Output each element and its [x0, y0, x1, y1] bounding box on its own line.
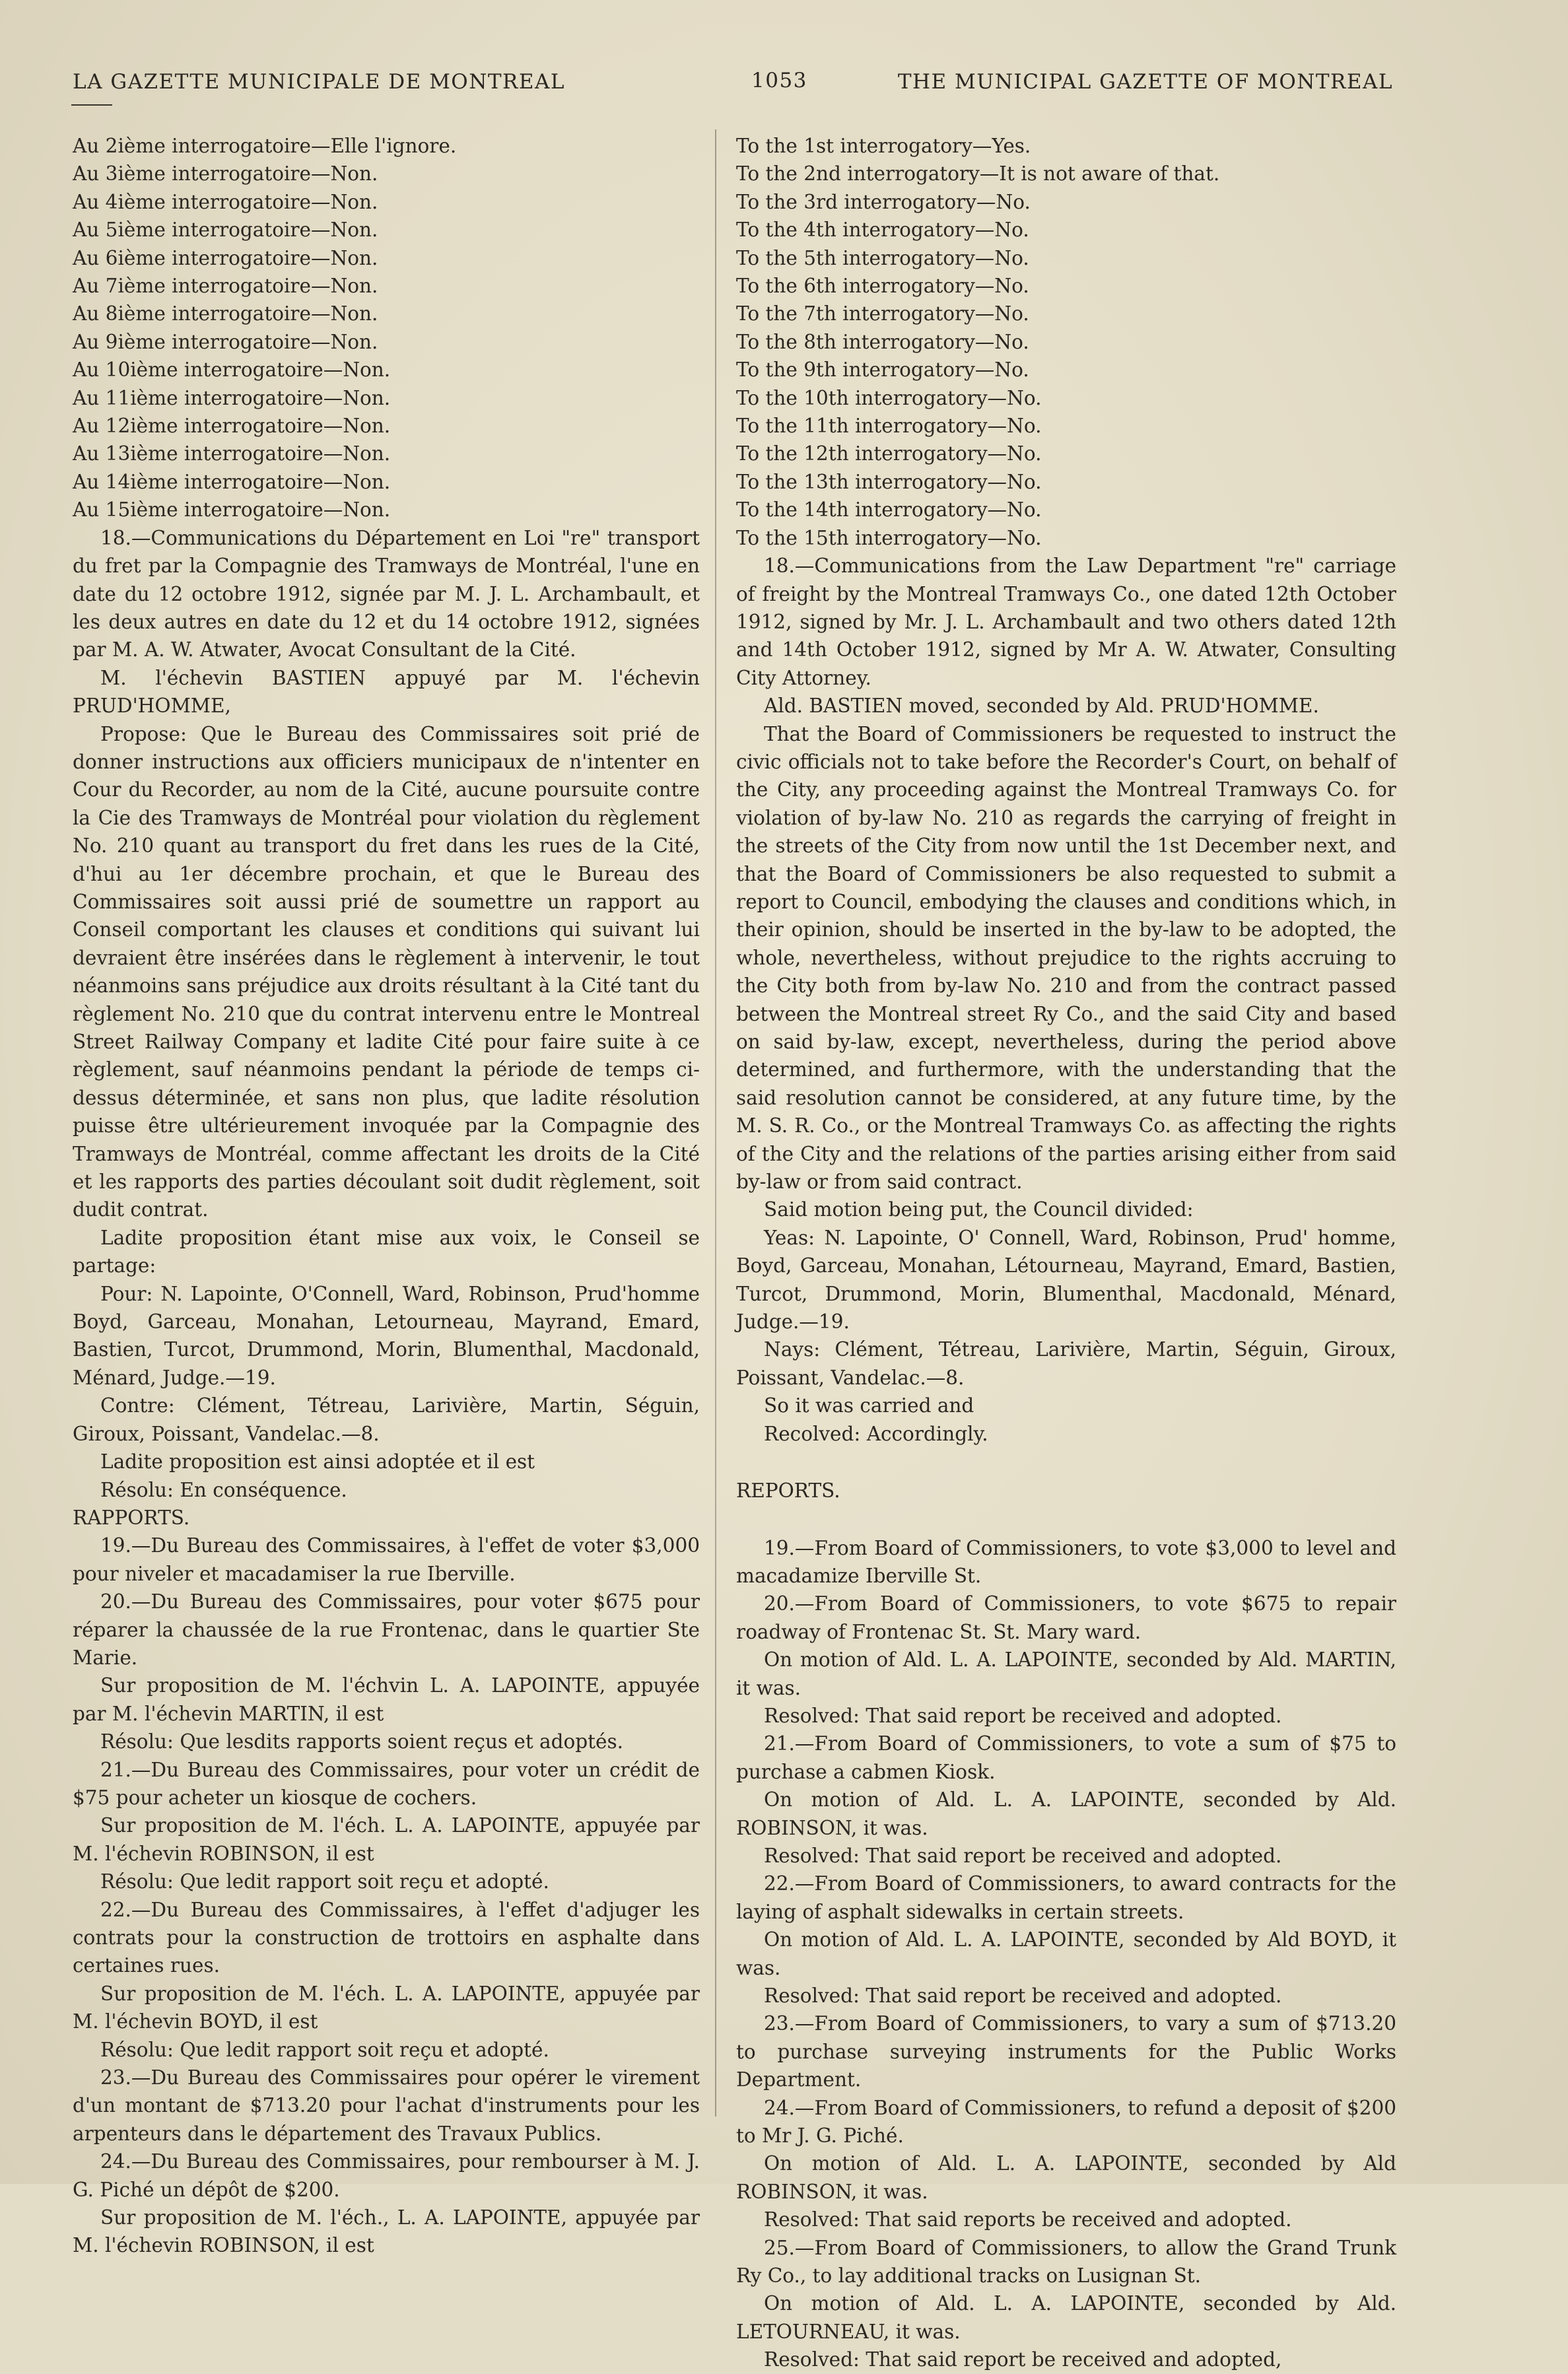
english-paragraph: 25.—From Board of Commissioners, to allow the Grand Trunk Ry Co., to lay additional tracks on Lusignan St. [736, 2236, 1396, 2288]
french-section-heading: RAPPORTS. [73, 1506, 190, 1529]
french-paragraph: Au 9ième interrogatoire—Non. [73, 330, 378, 353]
english-paragraph: Resolved: That said report be received and adopted. [764, 1704, 1282, 1727]
english-paragraph: 23.—From Board of Commissioners, to vary a sum of $713.20 to purchase surveying instruments for the Public Works Department. [736, 2012, 1396, 2091]
english-paragraph: To the 9th interrogatory—No. [736, 358, 1029, 382]
english-paragraph: On motion of Ald. L. A. LAPOINTE, seconded by Ald BOYD, it was. [736, 1928, 1396, 1979]
french-paragraph: 22.—Du Bureau des Commissaires, à l'effet d'adjuger les contrats pour la construction de trottoirs en asphalte dans certaines rues. [73, 1898, 700, 1977]
english-paragraph: Recolved: Accordingly. [764, 1422, 988, 1445]
french-paragraph: Sur proposition de M. l'éch. L. A. LAPOINTE, appuyée par M. l'échevin ROBINSON, il est [73, 1814, 700, 1865]
english-paragraph: On motion of Ald. L. A. LAPOINTE, seconded by Ald. MARTIN, it was. [736, 1648, 1396, 1699]
english-paragraph: 21.—From Board of Commissioners, to vote a sum of $75 to purchase a cabmen Kiosk. [736, 1732, 1396, 1783]
french-paragraph: Contre: Clément, Tétreau, Larivière, Martin, Séguin, Giroux, Poissant, Vandelac.—8. [73, 1394, 700, 1445]
french-paragraph: Résolu: Que lesdits rapports soient reçus et adoptés. [100, 1730, 624, 1753]
header-english-title: THE MUNICIPAL GAZETTE OF MONTREAL [897, 70, 1393, 94]
french-paragraph: Sur proposition de M. l'éch. L. A. LAPOINTE, appuyée par M. l'échevin BOYD, il est [73, 1982, 700, 2033]
english-paragraph: On motion of Ald. L. A. LAPOINTE, seconded by Ald ROBINSON, it was. [736, 2152, 1396, 2203]
french-paragraph: 21.—Du Bureau des Commissaires, pour voter un crédit de $75 pour acheter un kiosque de cochers. [73, 1758, 700, 1809]
french-paragraph: Ladite proposition étant mise aux voix, le Conseil se partage: [73, 1226, 700, 1277]
english-paragraph: To the 11th interrogatory—No. [736, 415, 1042, 438]
header-french-title: LA GAZETTE MUNICIPALE DE MONTREAL [73, 70, 565, 94]
french-paragraph: M. l'échevin BASTIEN appuyé par M. l'échevin PRUD'HOMME, [73, 666, 700, 718]
french-paragraph: 18.—Communications du Département en Loi "re" transport du fret par la Compagnie des Tramways de Montréal, l'une en date du 12 octobre 1912, signée par M. J. L. Archambault, et les deux autres en date du 12 et du 14 octobre 1912, signées par M. A. W. Atwater, Avocat Consultant de la Cité. [73, 526, 700, 661]
english-paragraph: Said motion being put, the Council divided: [764, 1198, 1194, 1221]
french-paragraph: Au 13ième interrogatoire—Non. [73, 442, 391, 465]
header-rule [71, 104, 112, 106]
english-paragraph: 22.—From Board of Commissioners, to award contracts for the laying of asphalt sidewalks in certain streets. [736, 1872, 1396, 1923]
english-paragraph: To the 6th interrogatory—No. [736, 275, 1029, 298]
english-paragraph: 20.—From Board of Commissioners, to vote $675 to repair roadway of Frontenac St. St. Mary ward. [736, 1592, 1396, 1643]
french-paragraph: Propose: Que le Bureau des Commissaires soit prié de donner instructions aux officiers municipaux de n'intenter en Cour du Recorder, au nom de la Cité, aucune poursuite contre la Cie des Tramways de Montréal pour violation du règlement No. 210 quant au transport du fret dans les rues de la Cité, d'hui au 1er décembre prochain, et que le Bureau des Commissaires soit aussi prié de soumettre un rapport au Conseil comportant les clauses et conditions qui suivant lui devraient être insérées dans le règlement à intervenir, le tout néanmoins sans préjudice aux droits résultant à la Cité tant du règlement No. 210 que du contrat intervenu entre le Montreal Street Railway Company et ladite Cité pour faire suite à ce règlement, sauf néanmoins pendant la période de temps ci-dessus déterminée, et sans non plus, que ladite résolution puisse être ultérieurement invoquée par la Compagnie des Tramways de Montréal, comme affectant les droits de la Cité et les rapports des parties découlant soit dudit règlement, soit dudit contrat. [73, 722, 700, 1221]
english-column [736, 132, 1396, 2374]
page-number: 1053 [751, 69, 807, 92]
french-paragraph: Au 15ième interrogatoire—Non. [73, 498, 391, 522]
english-paragraph: 19.—From Board of Commissioners, to vote $3,000 to level and macadamize Iberville St. [736, 1536, 1396, 1587]
french-paragraph: Au 4ième interrogatoire—Non. [73, 190, 378, 213]
french-paragraph: Pour: N. Lapointe, O'Connell, Ward, Robinson, Prud'homme Boyd, Garceau, Monahan, Letourneau, Mayrand, Emard, Bastien, Turcot, Drummond, Morin, Blumenthal, Macdonald, Ménard, Judge.—19. [73, 1282, 700, 1389]
english-paragraph: To the 13th interrogatory—No. [736, 470, 1042, 493]
french-paragraph: Résolu: Que ledit rapport soit reçu et adopté. [100, 1870, 549, 1893]
french-paragraph: Sur proposition de M. l'échvin L. A. LAPOINTE, appuyée par M. l'échevin MARTIN, il est [73, 1674, 700, 1725]
english-paragraph: 24.—From Board of Commissioners, to refund a deposit of $200 to Mr J. G. Piché. [736, 2096, 1396, 2148]
french-paragraph: Résolu: Que ledit rapport soit reçu et adopté. [100, 2038, 549, 2061]
french-paragraph: 24.—Du Bureau des Commissaires, pour rembourser à M. J. G. Piché un dépôt de $200. [73, 2150, 700, 2201]
english-paragraph: Resolved: That said report be received and adopted. [764, 1984, 1282, 2007]
english-paragraph: On motion of Ald. L. A. LAPOINTE, seconded by Ald. LETOURNEAU, it was. [736, 2292, 1396, 2343]
french-paragraph: Au 11ième interrogatoire—Non. [73, 386, 391, 409]
english-paragraph: 18.—Communications from the Law Department "re" carriage of freight by the Montreal Tramways Co., one dated 12th October 1912, signed by Mr. J. L. Archambault and two others dated 12th and 14th October 1912, signed by Mr A. W. Atwater, Consulting City Attorney. [736, 555, 1396, 689]
english-paragraph: To the 8th interrogatory—No. [736, 330, 1029, 353]
english-paragraph: On motion of Ald. L. A. LAPOINTE, seconded by Ald. ROBINSON, it was. [736, 1788, 1396, 1839]
french-paragraph: Au 3ième interrogatoire—Non. [73, 162, 378, 186]
english-paragraph: Yeas: N. Lapointe, O' Connell, Ward, Robinson, Prud' homme, Boyd, Garceau, Monahan, Létourneau, Mayrand, Emard, Bastien, Turcot, Drummond, Morin, Blumenthal, Macdonald, Ménard, Judge.—19. [736, 1226, 1396, 1334]
english-spacer [736, 1505, 1396, 1534]
english-paragraph: To the 2nd interrogatory—It is not aware of that. [736, 162, 1220, 186]
french-paragraph: 20.—Du Bureau des Commissaires, pour voter $675 pour réparer la chaussée de la rue Frontenac, dans le quartier Ste Marie. [73, 1590, 700, 1669]
french-paragraph: Résolu: En conséquence. [100, 1478, 347, 1501]
english-paragraph: To the 1st interrogatory—Yes. [736, 135, 1031, 157]
french-paragraph: Sur proposition de M. l'éch., L. A. LAPOINTE, appuyée par M. l'échevin ROBINSON, il est [73, 2206, 700, 2257]
column-divider [715, 129, 716, 2117]
english-paragraph: Nays: Clément, Tétreau, Larivière, Martin, Séguin, Giroux, Poissant, Vandelac.—8. [736, 1338, 1396, 1389]
english-paragraph: To the 5th interrogatory—No. [736, 246, 1029, 269]
english-paragraph: Resolved: That said report be received and adopted, [764, 2348, 1282, 2371]
french-column [73, 132, 700, 2260]
english-paragraph: Resolved: That said report be received and adopted. [764, 1844, 1282, 1867]
french-paragraph: 23.—Du Bureau des Commissaires pour opérer le virement d'un montant de $713.20 pour l'achat d'instruments pour les arpenteurs dans le département des Travaux Publics. [73, 2066, 700, 2145]
english-paragraph: To the 7th interrogatory—No. [736, 302, 1029, 325]
english-section-heading: REPORTS. [736, 1479, 840, 1503]
french-paragraph: Au 8ième interrogatoire—Non. [73, 302, 378, 325]
french-paragraph: Ladite proposition est ainsi adoptée et il est [100, 1450, 535, 1474]
page-header [73, 63, 1393, 103]
french-paragraph: Au 12ième interrogatoire—Non. [73, 415, 391, 438]
english-paragraph: To the 3rd interrogatory—No. [736, 190, 1031, 213]
french-paragraph: Au 7ième interrogatoire—Non. [73, 275, 378, 298]
english-paragraph: To the 10th interrogatory—No. [736, 386, 1042, 409]
english-paragraph: Ald. BASTIEN moved, seconded by Ald. PRUD'HOMME. [764, 695, 1319, 718]
french-paragraph: Au 2ième interrogatoire—Elle l'ignore. [73, 135, 457, 157]
french-paragraph: Au 5ième interrogatoire—Non. [73, 219, 378, 242]
english-paragraph: To the 4th interrogatory—No. [736, 219, 1029, 242]
french-paragraph: 19.—Du Bureau des Commissaires, à l'effet de voter $3,000 pour niveler et macadamiser la rue Iberville. [73, 1534, 700, 1585]
english-paragraph: To the 12th interrogatory—No. [736, 442, 1042, 465]
english-paragraph: To the 14th interrogatory—No. [736, 498, 1042, 522]
english-paragraph: That the Board of Commissioners be requested to instruct the civic officials not to take before the Recorder's Court, on behalf of the City, any proceeding against the Montreal Tramways Co. for violation of by-law No. 210 as regards the carrying of freight in the streets of the City from now until the 1st December next, and that the Board of Commissioners be also requested to submit a report to Council, embodying the clauses and conditions which, in their opinion, should be inserted in the by-law to be adopted, the whole, nevertheless, without prejudice to the rights accruing to the City both from by-law No. 210 and from the contract passed between the Montreal street Ry Co., and the said City and based on said by-law, except, nevertheless, during the period above determined, and furthermore, with the understanding that the said resolution cannot be considered, at any future time, by the M. S. R. Co., or the Montreal Tramways Co. as affecting the rights of the City and the relations of the parties arising either from said by-law or from said contract. [736, 722, 1396, 1194]
french-paragraph: Au 14ième interrogatoire—Non. [73, 470, 391, 493]
english-paragraph: So it was carried and [764, 1394, 974, 1417]
english-paragraph: To the 15th interrogatory—No. [736, 526, 1042, 549]
english-spacer [736, 1448, 1396, 1477]
french-paragraph: Au 6ième interrogatoire—Non. [73, 246, 378, 269]
english-paragraph: Resolved: That said reports be received and adopted. [764, 2208, 1292, 2231]
french-paragraph: Au 10ième interrogatoire—Non. [73, 358, 391, 382]
